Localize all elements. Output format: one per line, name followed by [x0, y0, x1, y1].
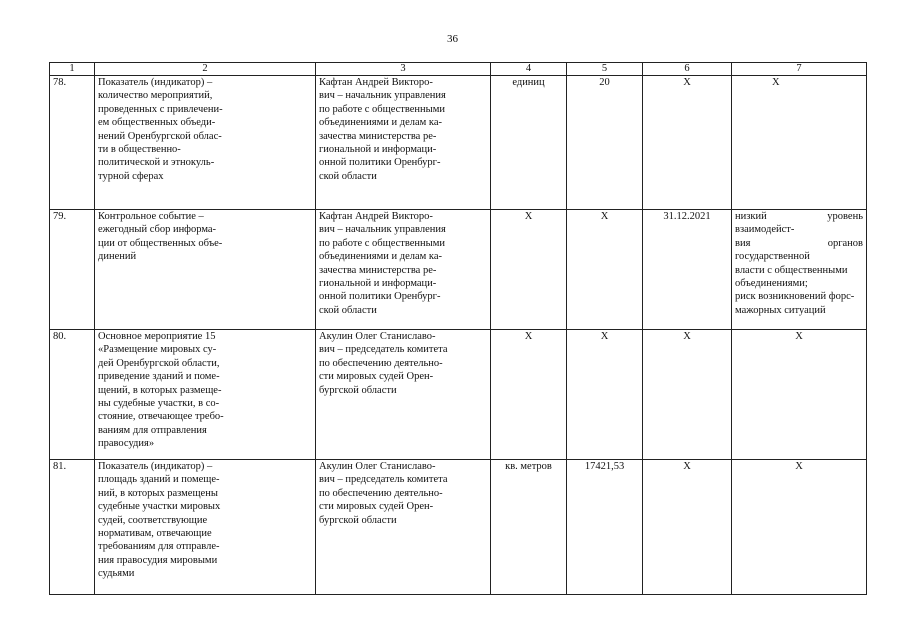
responsible-cell: [316, 76, 491, 210]
cell-text: 81.: [53, 461, 67, 472]
column-header: 5: [567, 63, 643, 76]
cell-text-line: Акулин Олег Станиславо-: [319, 331, 436, 342]
table-row: [50, 210, 867, 330]
cell-text-line: Кафтан Андрей Викторо-: [319, 77, 433, 88]
cell-text-line: бургской области: [319, 514, 397, 526]
cell-text-line: по работе с общественными: [319, 103, 445, 115]
cell-text: 20: [599, 77, 610, 88]
cell-text-line: объединениями и делам ка-: [319, 117, 442, 129]
cell-text-line: зачества министерства ре-: [319, 130, 437, 142]
risk-cell: [732, 460, 867, 595]
row-number-cell: [50, 330, 95, 460]
unit-cell: [491, 460, 567, 595]
cell-text-line: по обеспечению деятельно-: [319, 357, 443, 369]
cell-text: 80.: [53, 331, 67, 342]
value-cell: [567, 460, 643, 595]
cell-text-line: Х: [795, 461, 803, 472]
cell-text-line: вич – начальник управления: [319, 90, 446, 102]
cell-text-line: объединениями;: [735, 278, 808, 290]
event-name-cell: [95, 460, 316, 595]
cell-text-line: ской области: [319, 170, 377, 182]
risk-cell: [732, 210, 867, 330]
cell-text-line: ской области: [319, 304, 377, 316]
cell-text: Х: [600, 331, 609, 342]
cell-text-line: требованиям для отправле-: [98, 541, 220, 553]
responsible-cell: [316, 210, 491, 330]
cell-text: 79.: [53, 211, 67, 222]
cell-text-line: онной политики Оренбург-: [319, 291, 441, 303]
cell-text-line: приведение зданий и поме-: [98, 371, 220, 383]
date-cell: [643, 460, 732, 595]
cell-text-line: Основное мероприятие 15: [98, 331, 216, 342]
cell-text-line: онной политики Оренбург-: [319, 157, 441, 169]
cell-text-line: вич – председатель комитета: [319, 344, 448, 356]
cell-text-line: ний, в которых размещены: [98, 487, 218, 499]
responsible-cell: [316, 460, 491, 595]
cell-text: 17421,53: [584, 461, 625, 472]
cell-text-line: количество мероприятий,: [98, 90, 213, 102]
program-table: [49, 62, 867, 595]
cell-text-line: Акулин Олег Станиславо-: [319, 461, 436, 472]
cell-text-line: нормативам, отвечающие: [98, 528, 212, 540]
cell-text: Х: [524, 211, 533, 222]
date-cell: [643, 210, 732, 330]
risk-cell: [732, 76, 867, 210]
cell-text-line: стояние, отвечающее требо-: [98, 411, 224, 423]
date-cell: [643, 330, 732, 460]
responsible-cell: [316, 330, 491, 460]
cell-text-line: площадь зданий и помеще-: [98, 474, 220, 486]
event-name-cell: [95, 76, 316, 210]
column-header: 7: [732, 63, 867, 76]
cell-text-line: по обеспечению деятельно-: [319, 487, 443, 499]
risk-cell: [732, 330, 867, 460]
cell-text-line: Контрольное событие –: [98, 211, 204, 222]
cell-text-line: вия органов государственной: [735, 237, 863, 263]
unit-cell: [491, 330, 567, 460]
cell-text-line: ния правосудия мировыми: [98, 554, 218, 566]
cell-text-line: гиональной и информаци-: [319, 144, 437, 156]
cell-text-line: вич – начальник управления: [319, 224, 446, 236]
cell-text-line: ежегодный сбор информа-: [98, 224, 217, 236]
value-cell: [567, 76, 643, 210]
cell-text-line: ваниям для отправления: [98, 424, 207, 436]
cell-text-line: ны судебные участки, в со-: [98, 398, 220, 410]
cell-text-line: бургской области: [319, 384, 397, 396]
event-name-cell: [95, 330, 316, 460]
cell-text-line: правосудия»: [98, 438, 155, 450]
row-number-cell: [50, 460, 95, 595]
value-cell: [567, 330, 643, 460]
cell-text: Х: [524, 331, 533, 342]
column-header: 6: [643, 63, 732, 76]
cell-text: 31.12.2021: [663, 211, 711, 222]
cell-text: Х: [683, 461, 691, 472]
cell-text: кв. метров: [505, 461, 552, 472]
cell-text-line: по работе с общественными: [319, 237, 445, 249]
cell-text-line: риск возникновений форс-: [735, 291, 855, 303]
cell-text-line: ции от общественных объе-: [98, 237, 223, 249]
cell-text-line: Показатель (индикатор) –: [98, 461, 213, 472]
cell-text-line: Х: [795, 331, 803, 342]
cell-text-line: гиональной и информаци-: [319, 278, 437, 290]
row-number-cell: [50, 210, 95, 330]
cell-text-line: судьями: [98, 568, 135, 580]
cell-text-line: динений: [98, 251, 137, 263]
event-name-cell: [95, 210, 316, 330]
cell-text-line: судей, соответствующие: [98, 514, 208, 526]
cell-text: 78.: [53, 77, 67, 88]
column-header: 4: [491, 63, 567, 76]
cell-text-line: низкий уровень взаимодейст-: [735, 211, 863, 236]
cell-text: Х: [683, 331, 691, 342]
unit-cell: [491, 76, 567, 210]
column-header: 3: [316, 63, 491, 76]
table-row: [50, 460, 867, 595]
cell-text-line: проведенных с привлечени-: [98, 103, 223, 115]
column-number-row: [50, 63, 867, 76]
cell-text-line: щений, в которых размеще-: [98, 384, 222, 396]
cell-text-line: «Размещение мировых су-: [98, 344, 217, 356]
cell-text: Х: [683, 77, 691, 88]
cell-text-line: Х: [772, 77, 780, 88]
column-header: 1: [50, 63, 95, 76]
date-cell: [643, 76, 732, 210]
cell-text-line: дей Оренбургской области,: [98, 357, 220, 369]
cell-text-line: ем общественных объеди-: [98, 117, 216, 129]
cell-text-line: сти мировых судей Орен-: [319, 501, 434, 513]
cell-text-line: зачества министерства ре-: [319, 264, 437, 276]
cell-text-line: вич – председатель комитета: [319, 474, 448, 486]
table-row: [50, 76, 867, 210]
cell-text-line: судебные участки мировых: [98, 501, 221, 513]
row-number-cell: [50, 76, 95, 210]
cell-text-line: Кафтан Андрей Викторо-: [319, 211, 433, 222]
cell-text-line: сти мировых судей Орен-: [319, 371, 434, 383]
cell-text-line: ти в общественно-: [98, 144, 181, 156]
cell-text: единиц: [512, 77, 545, 88]
table-row: [50, 330, 867, 460]
cell-text-line: турной сферах: [98, 170, 164, 182]
cell-text-line: Показатель (индикатор) –: [98, 77, 213, 88]
column-header: 2: [95, 63, 316, 76]
cell-text-line: власти с общественными: [735, 264, 848, 276]
value-cell: [567, 210, 643, 330]
cell-text-line: мажорных ситуаций: [735, 304, 826, 316]
cell-text-line: объединениями и делам ка-: [319, 251, 442, 263]
cell-text: Х: [600, 211, 609, 222]
unit-cell: [491, 210, 567, 330]
cell-text-line: политической и этнокуль-: [98, 157, 215, 169]
page-number: 36: [447, 33, 458, 45]
cell-text-line: нений Оренбургской облас-: [98, 130, 222, 142]
